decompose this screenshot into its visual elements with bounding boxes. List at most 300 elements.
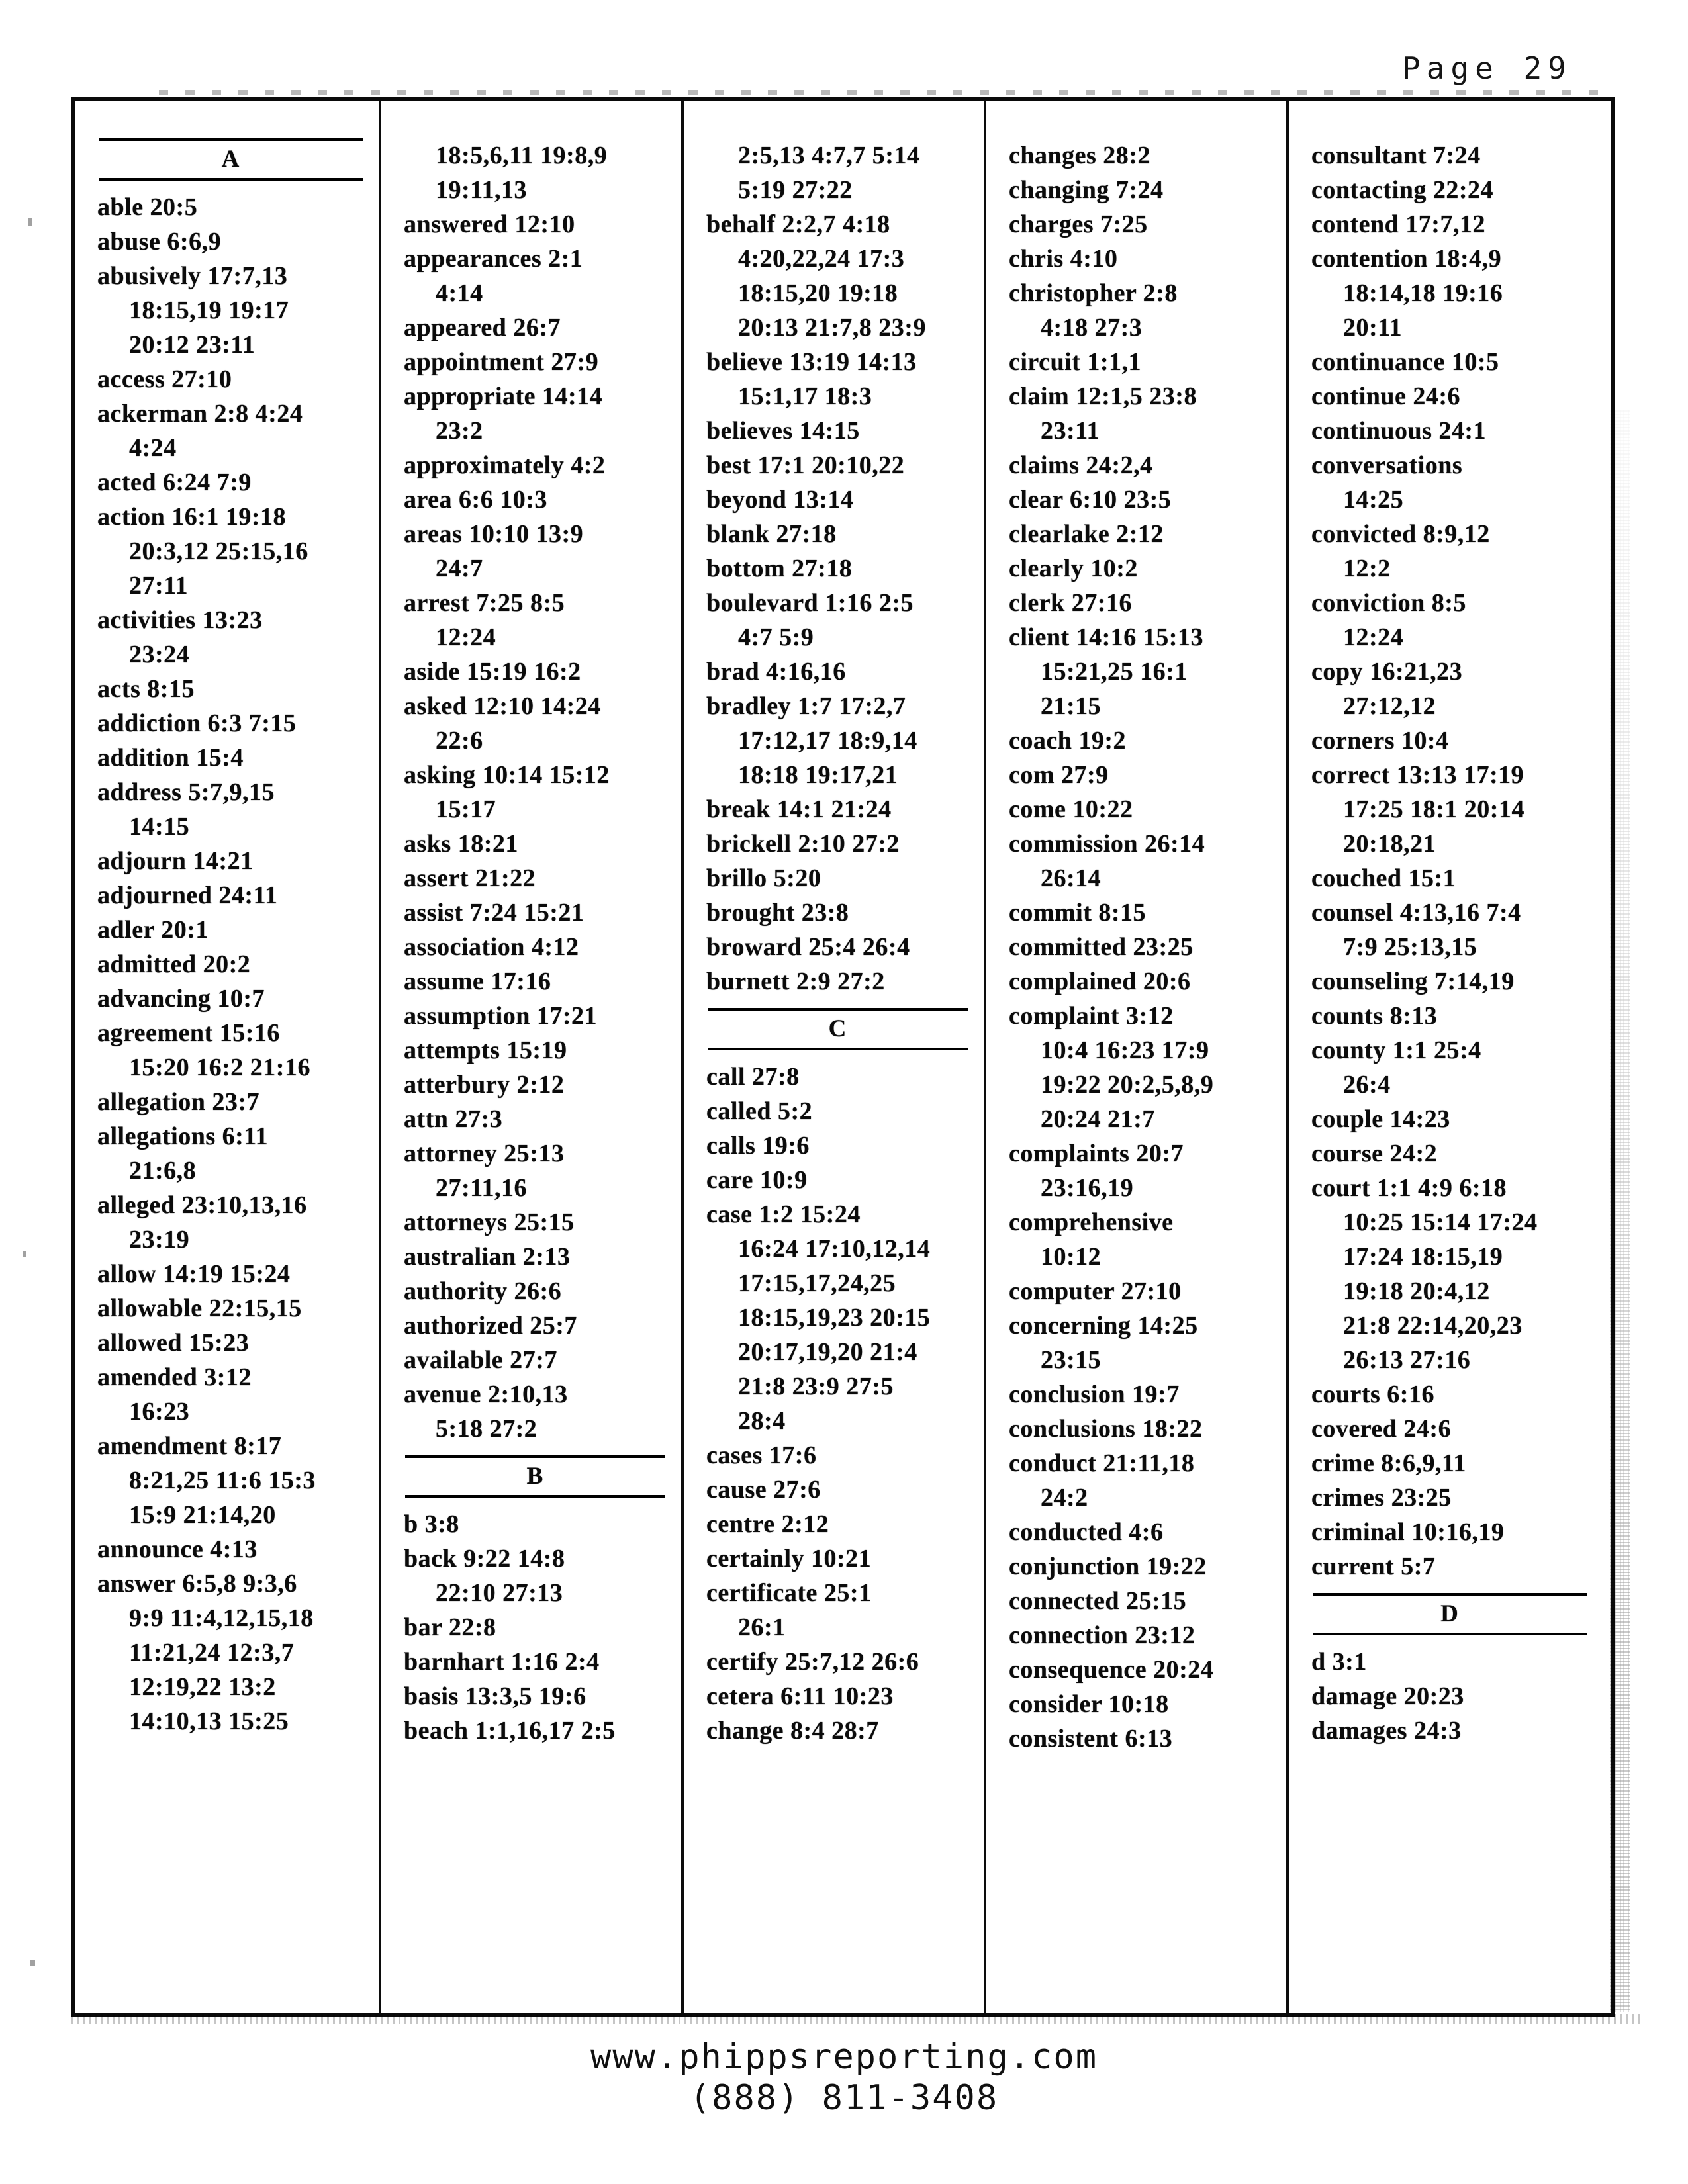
index-entry bbox=[97, 362, 372, 396]
index-entry bbox=[1311, 1515, 1596, 1549]
index-entry-line: 24:2 bbox=[1041, 1484, 1088, 1512]
scan-artifact-dot bbox=[23, 1251, 26, 1257]
index-entry-line: asks 18:21 bbox=[404, 830, 518, 858]
index-entry-line: 16:24 17:10,12,14 bbox=[738, 1235, 931, 1263]
index-entry bbox=[97, 1532, 372, 1567]
index-entry-line: 23:2 bbox=[436, 417, 483, 445]
index-entry-line: copy 16:21,23 bbox=[1311, 658, 1463, 686]
index-entry-line: 14:25 bbox=[1343, 486, 1404, 514]
index-entry bbox=[706, 586, 977, 655]
index-entry-line: 18:15,19,23 20:15 bbox=[738, 1304, 931, 1332]
index-entry-line: approximately 4:2 bbox=[404, 451, 606, 479]
index-entry-line: 2:5,13 4:7,7 5:14 bbox=[738, 142, 920, 169]
index-entry bbox=[706, 1163, 977, 1197]
index-entry bbox=[97, 1119, 372, 1188]
index-entry-line: beyond 13:14 bbox=[706, 486, 854, 514]
scan-artifact-dot bbox=[28, 218, 32, 226]
index-entry-line: conviction 8:5 bbox=[1311, 589, 1466, 617]
index-entry bbox=[1009, 207, 1280, 242]
index-entry-line: 22:10 27:13 bbox=[436, 1579, 563, 1607]
index-entry-line: boulevard 1:16 2:5 bbox=[706, 589, 914, 617]
index-entry-line: cases 17:6 bbox=[706, 1441, 817, 1469]
index-entry-line: allegations 6:11 bbox=[97, 1122, 269, 1150]
index-entry-line: charges 7:25 bbox=[1009, 210, 1148, 238]
index-entry-line: 19:11,13 bbox=[436, 176, 528, 204]
index-entry bbox=[1009, 723, 1280, 758]
index-entry bbox=[706, 1438, 977, 1473]
index-entry-line: claim 12:1,5 23:8 bbox=[1009, 383, 1197, 410]
index-column-1 bbox=[75, 101, 379, 2013]
index-entry-line: 20:13 21:7,8 23:9 bbox=[738, 314, 926, 341]
index-entry bbox=[706, 1197, 977, 1438]
index-entry-line: bradley 1:7 17:2,7 bbox=[706, 692, 906, 720]
index-entry-line: clearly 10:2 bbox=[1009, 555, 1138, 582]
index-entry bbox=[97, 1567, 372, 1739]
index-entry-line: brad 4:16,16 bbox=[706, 658, 846, 686]
section-letter: A bbox=[221, 146, 240, 173]
index-entry-line: corners 10:4 bbox=[1311, 727, 1449, 754]
index-entry-line: consequence 20:24 bbox=[1009, 1656, 1214, 1684]
index-entry bbox=[97, 190, 372, 224]
index-entry bbox=[1311, 1480, 1596, 1515]
index-entry-line: 19:18 20:4,12 bbox=[1343, 1277, 1490, 1305]
index-entry bbox=[1009, 1687, 1280, 1721]
index-entry bbox=[706, 689, 977, 792]
index-entry-line: arrest 7:25 8:5 bbox=[404, 589, 565, 617]
index-entry-line: avenue 2:10,13 bbox=[404, 1381, 568, 1408]
index-entry bbox=[404, 655, 675, 689]
index-entry-line: 12:24 bbox=[436, 623, 496, 651]
index-entry bbox=[1311, 999, 1596, 1033]
index-entry bbox=[404, 1205, 675, 1240]
index-entry-line: address 5:7,9,15 bbox=[97, 778, 275, 806]
index-entry bbox=[97, 1326, 372, 1360]
index-entry bbox=[1311, 1136, 1596, 1171]
index-entry bbox=[404, 1679, 675, 1713]
index-entry-line: asked 12:10 14:24 bbox=[404, 692, 601, 720]
index-entry bbox=[97, 1257, 372, 1291]
index-entry-line: concerning 14:25 bbox=[1009, 1312, 1198, 1340]
index-entry bbox=[1009, 758, 1280, 792]
index-entry-line: attorneys 25:15 bbox=[404, 1208, 575, 1236]
index-entry bbox=[706, 138, 977, 207]
index-entry bbox=[706, 861, 977, 895]
index-entry-line: 17:12,17 18:9,14 bbox=[738, 727, 917, 754]
index-entry-line: appearances 2:1 bbox=[404, 245, 583, 273]
index-entry bbox=[1009, 1549, 1280, 1584]
index-entry bbox=[1009, 1653, 1280, 1687]
index-entry-line: aside 15:19 16:2 bbox=[404, 658, 581, 686]
index-entry bbox=[1009, 448, 1280, 482]
index-entry bbox=[97, 1085, 372, 1119]
index-entry-line: commission 26:14 bbox=[1009, 830, 1205, 858]
index-entry-line: 12:2 bbox=[1343, 555, 1391, 582]
index-entry bbox=[97, 741, 372, 775]
index-entry-line: conducted 4:6 bbox=[1009, 1518, 1164, 1546]
index-column-5 bbox=[1289, 101, 1603, 2013]
index-entry bbox=[404, 1068, 675, 1102]
scan-artifact-bottom-band bbox=[71, 2014, 1640, 2024]
index-entry-line: contention 18:4,9 bbox=[1311, 245, 1502, 273]
index-entry-line: 20:18,21 bbox=[1343, 830, 1436, 858]
footer-phone: (888) 811-3408 bbox=[689, 2078, 999, 2118]
index-entry-line: 18:5,6,11 19:8,9 bbox=[436, 142, 608, 169]
index-entry-line: clear 6:10 23:5 bbox=[1009, 486, 1172, 514]
index-entry bbox=[1009, 1308, 1280, 1377]
index-entry-line: 10:12 bbox=[1041, 1243, 1102, 1271]
index-entry-line: changes 28:2 bbox=[1009, 142, 1150, 169]
section-header-c bbox=[708, 1008, 968, 1050]
index-entry bbox=[1311, 517, 1596, 586]
index-entry bbox=[1311, 1549, 1596, 1584]
index-entry-line: barnhart 1:16 2:4 bbox=[404, 1648, 600, 1676]
index-entry-line: care 10:9 bbox=[706, 1166, 808, 1194]
index-entry-line: couple 14:23 bbox=[1311, 1105, 1450, 1133]
index-entry-line: 17:25 18:1 20:14 bbox=[1343, 796, 1524, 823]
index-entry bbox=[1009, 930, 1280, 964]
index-entry-line: 21:8 22:14,20,23 bbox=[1343, 1312, 1523, 1340]
index-entry-line: 17:15,17,24,25 bbox=[738, 1269, 896, 1297]
index-entry-line: 4:24 bbox=[129, 434, 177, 462]
index-entry-line: covered 24:6 bbox=[1311, 1415, 1452, 1443]
index-entry bbox=[1311, 964, 1596, 999]
index-entry-line: abuse 6:6,9 bbox=[97, 228, 222, 255]
index-entry-line: complained 20:6 bbox=[1009, 968, 1191, 995]
index-entry-line: convicted 8:9,12 bbox=[1311, 520, 1490, 548]
index-entry bbox=[1009, 620, 1280, 723]
index-entry-line: court 1:1 4:9 6:18 bbox=[1311, 1174, 1507, 1202]
index-entry bbox=[404, 964, 675, 999]
index-entry-line: broward 25:4 26:4 bbox=[706, 933, 910, 961]
index-entry bbox=[97, 465, 372, 500]
index-entry-line: 12:19,22 13:2 bbox=[129, 1673, 276, 1701]
index-entry bbox=[404, 827, 675, 861]
index-entry-line: counseling 7:14,19 bbox=[1311, 968, 1515, 995]
index-entry bbox=[404, 379, 675, 448]
index-entry-line: attn 27:3 bbox=[404, 1105, 503, 1133]
index-entry-line: course 24:2 bbox=[1311, 1140, 1438, 1167]
index-entry-line: consistent 6:13 bbox=[1009, 1725, 1173, 1752]
index-entry-line: 20:12 23:11 bbox=[129, 331, 256, 359]
index-entry bbox=[97, 1360, 372, 1429]
index-entry bbox=[706, 414, 977, 448]
index-entry-line: contend 17:7,12 bbox=[1311, 210, 1485, 238]
index-entry bbox=[1311, 1645, 1596, 1679]
index-entry-line: bar 22:8 bbox=[404, 1614, 496, 1641]
index-entry-line: burnett 2:9 27:2 bbox=[706, 968, 885, 995]
index-entry-line: crime 8:6,9,11 bbox=[1311, 1449, 1466, 1477]
index-entry bbox=[404, 1102, 675, 1136]
index-entry-line: acted 6:24 7:9 bbox=[97, 469, 252, 496]
index-entry-line: 4:20,22,24 17:3 bbox=[738, 245, 905, 273]
index-entry bbox=[706, 1507, 977, 1541]
index-entry-line: damages 24:3 bbox=[1311, 1717, 1462, 1745]
index-entry bbox=[1009, 517, 1280, 551]
index-entry-line: addiction 6:3 7:15 bbox=[97, 709, 297, 737]
index-entry-line: 18:15,19 19:17 bbox=[129, 296, 289, 324]
index-entry-line: 10:25 15:14 17:24 bbox=[1343, 1208, 1538, 1236]
index-entry-line: damage 20:23 bbox=[1311, 1682, 1464, 1710]
section-letter: D bbox=[1440, 1600, 1459, 1627]
index-entry-line: 15:20 16:2 21:16 bbox=[129, 1054, 310, 1081]
index-entry bbox=[404, 1541, 675, 1610]
index-column-4 bbox=[986, 101, 1286, 2013]
index-entry bbox=[1311, 345, 1596, 379]
index-entry bbox=[1009, 999, 1280, 1136]
index-entry-line: change 8:4 28:7 bbox=[706, 1717, 879, 1745]
index-entry bbox=[1311, 1171, 1596, 1377]
index-entry-line: 7:9 25:13,15 bbox=[1343, 933, 1477, 961]
index-entry-line: brickell 2:10 27:2 bbox=[706, 830, 900, 858]
index-entry bbox=[706, 448, 977, 482]
section-header-b bbox=[405, 1455, 665, 1498]
index-entry-line: 9:9 11:4,12,15,18 bbox=[129, 1604, 314, 1632]
index-entry-line: 21:8 23:9 27:5 bbox=[738, 1373, 894, 1400]
index-entry bbox=[706, 551, 977, 586]
index-entry bbox=[1311, 448, 1596, 517]
index-entry bbox=[1009, 345, 1280, 379]
section-letter: B bbox=[526, 1463, 544, 1490]
index-entry-line: beach 1:1,16,17 2:5 bbox=[404, 1717, 616, 1745]
index-entry-line: 26:1 bbox=[738, 1614, 786, 1641]
index-entry bbox=[97, 844, 372, 878]
index-entry-line: access 27:10 bbox=[97, 365, 232, 393]
index-entry-line: 18:18 19:17,21 bbox=[738, 761, 898, 789]
index-entry-line: 17:24 18:15,19 bbox=[1343, 1243, 1503, 1271]
index-entry bbox=[404, 895, 675, 930]
index-entry-line: ackerman 2:8 4:24 bbox=[97, 400, 303, 428]
index-entry-line: agreement 15:16 bbox=[97, 1019, 280, 1047]
index-entry-line: behalf 2:2,7 4:18 bbox=[706, 210, 890, 238]
index-entry bbox=[404, 448, 675, 482]
index-entry bbox=[1009, 138, 1280, 173]
index-entry bbox=[706, 792, 977, 827]
index-entry-line: appropriate 14:14 bbox=[404, 383, 603, 410]
index-entry-line: conduct 21:11,18 bbox=[1009, 1449, 1195, 1477]
index-entry-line: courts 6:16 bbox=[1311, 1381, 1434, 1408]
index-entry bbox=[404, 207, 675, 242]
section-header-a bbox=[99, 138, 363, 181]
index-entry-line: continuance 10:5 bbox=[1311, 348, 1499, 376]
index-entry-line: 19:22 20:2,5,8,9 bbox=[1041, 1071, 1214, 1099]
section-letter: C bbox=[828, 1015, 847, 1042]
index-entry-line: believes 14:15 bbox=[706, 417, 860, 445]
index-entry bbox=[1311, 1713, 1596, 1748]
index-entry-line: appointment 27:9 bbox=[404, 348, 599, 376]
index-entry-line: d 3:1 bbox=[1311, 1648, 1367, 1676]
index-entry-line: amended 3:12 bbox=[97, 1363, 252, 1391]
index-entry bbox=[404, 517, 675, 586]
index-entry bbox=[706, 1060, 977, 1094]
index-entry-line: counsel 4:13,16 7:4 bbox=[1311, 899, 1521, 927]
index-entry bbox=[404, 758, 675, 827]
index-entry bbox=[1009, 482, 1280, 517]
index-entry-line: areas 10:10 13:9 bbox=[404, 520, 584, 548]
index-entry bbox=[404, 1033, 675, 1068]
index-entry-line: attorney 25:13 bbox=[404, 1140, 565, 1167]
index-entry-line: couched 15:1 bbox=[1311, 864, 1456, 892]
index-entry-line: answer 6:5,8 9:3,6 bbox=[97, 1570, 297, 1598]
index-entry bbox=[1009, 551, 1280, 586]
index-entry-line: 15:9 21:14,20 bbox=[129, 1501, 276, 1529]
index-entry-line: 20:3,12 25:15,16 bbox=[129, 537, 308, 565]
index-entry-line: alleged 23:10,13,16 bbox=[97, 1191, 307, 1219]
index-entry-line: area 6:6 10:3 bbox=[404, 486, 547, 514]
scan-artifact-top-edge bbox=[159, 90, 1609, 95]
index-entry-line: assist 7:24 15:21 bbox=[404, 899, 585, 927]
index-entry-line: 23:11 bbox=[1041, 417, 1100, 445]
index-entry-line: appeared 26:7 bbox=[404, 314, 561, 341]
index-entry-line: 15:1,17 18:3 bbox=[738, 383, 872, 410]
index-entry bbox=[404, 1136, 675, 1205]
index-entry bbox=[1311, 758, 1596, 861]
index-entry bbox=[1009, 1205, 1280, 1274]
index-entry bbox=[97, 947, 372, 981]
index-entry-line: come 10:22 bbox=[1009, 796, 1133, 823]
index-entry bbox=[1009, 1446, 1280, 1515]
index-entry-line: 26:13 27:16 bbox=[1343, 1346, 1471, 1374]
index-entry-line: abusively 17:7,13 bbox=[97, 262, 288, 290]
index-entry bbox=[404, 1308, 675, 1343]
index-entry-line: asking 10:14 15:12 bbox=[404, 761, 610, 789]
index-entry bbox=[1009, 276, 1280, 345]
index-entry-line: conclusions 18:22 bbox=[1009, 1415, 1203, 1443]
index-entry-line: 22:6 bbox=[436, 727, 483, 754]
index-entry-line: call 27:8 bbox=[706, 1063, 800, 1091]
index-entry-line: answered 12:10 bbox=[404, 210, 575, 238]
index-entry-line: adjourned 24:11 bbox=[97, 882, 278, 909]
index-entry bbox=[1311, 1446, 1596, 1480]
index-entry-line: consultant 7:24 bbox=[1311, 142, 1481, 169]
index-entry bbox=[706, 1094, 977, 1128]
word-index-table bbox=[71, 97, 1615, 2017]
index-entry bbox=[97, 706, 372, 741]
index-entry bbox=[404, 1507, 675, 1541]
index-entry-line: activities 13:23 bbox=[97, 606, 263, 634]
index-entry bbox=[1009, 1584, 1280, 1618]
index-entry-line: correct 13:13 17:19 bbox=[1311, 761, 1524, 789]
index-entry-line: believe 13:19 14:13 bbox=[706, 348, 917, 376]
index-entry bbox=[404, 242, 675, 310]
index-entry bbox=[1311, 207, 1596, 242]
index-entry-line: bottom 27:18 bbox=[706, 555, 853, 582]
index-entry bbox=[1009, 242, 1280, 276]
index-entry bbox=[97, 603, 372, 672]
index-entry-line: 23:24 bbox=[129, 641, 190, 668]
index-entry bbox=[1009, 379, 1280, 448]
index-entry-line: advancing 10:7 bbox=[97, 985, 265, 1013]
index-entry-line: acts 8:15 bbox=[97, 675, 195, 703]
index-entry bbox=[706, 1541, 977, 1576]
index-entry-line: brought 23:8 bbox=[706, 899, 849, 927]
index-entry-line: 24:7 bbox=[436, 555, 483, 582]
index-entry bbox=[97, 913, 372, 947]
index-entry-line: break 14:1 21:24 bbox=[706, 796, 892, 823]
index-entry bbox=[1009, 173, 1280, 207]
index-entry-line: connected 25:15 bbox=[1009, 1587, 1187, 1615]
index-entry-line: 20:24 21:7 bbox=[1041, 1105, 1155, 1133]
index-entry-line: basis 13:3,5 19:6 bbox=[404, 1682, 586, 1710]
index-entry-line: 26:4 bbox=[1343, 1071, 1391, 1099]
index-entry-line: conclusion 19:7 bbox=[1009, 1381, 1180, 1408]
index-entry bbox=[1009, 792, 1280, 827]
index-entry-line: assume 17:16 bbox=[404, 968, 551, 995]
index-entry-line: 21:15 bbox=[1041, 692, 1102, 720]
index-entry bbox=[404, 345, 675, 379]
index-entry-line: assumption 17:21 bbox=[404, 1002, 597, 1030]
index-entry bbox=[404, 138, 675, 207]
index-entry bbox=[97, 224, 372, 259]
index-entry bbox=[1009, 1412, 1280, 1446]
index-entry bbox=[706, 207, 977, 345]
index-entry-line: 26:14 bbox=[1041, 864, 1102, 892]
index-entry-line: committed 23:25 bbox=[1009, 933, 1194, 961]
index-entry bbox=[404, 482, 675, 517]
index-entry bbox=[404, 1274, 675, 1308]
index-entry-line: continue 24:6 bbox=[1311, 383, 1460, 410]
index-entry bbox=[404, 1240, 675, 1274]
index-entry-line: allegation 23:7 bbox=[97, 1088, 259, 1116]
index-entry bbox=[1311, 1102, 1596, 1136]
index-entry-line: 15:17 bbox=[436, 796, 496, 823]
index-entry bbox=[404, 861, 675, 895]
index-entry-line: computer 27:10 bbox=[1009, 1277, 1182, 1305]
index-entry-line: certificate 25:1 bbox=[706, 1579, 872, 1607]
page-number: Page 29 bbox=[1402, 50, 1572, 86]
index-entry bbox=[1311, 655, 1596, 723]
index-entry-line: 4:7 5:9 bbox=[738, 623, 814, 651]
index-entry bbox=[1311, 1033, 1596, 1102]
index-entry-line: attempts 15:19 bbox=[404, 1036, 567, 1064]
index-entry bbox=[1009, 895, 1280, 930]
index-entry-line: announce 4:13 bbox=[97, 1535, 258, 1563]
index-entry bbox=[1009, 1618, 1280, 1653]
index-entry bbox=[97, 981, 372, 1016]
index-entry bbox=[404, 1713, 675, 1748]
index-entry-line: conversations bbox=[1311, 451, 1463, 479]
index-entry-line: current 5:7 bbox=[1311, 1553, 1436, 1580]
index-entry-line: certainly 10:21 bbox=[706, 1545, 872, 1572]
index-entry bbox=[706, 964, 977, 999]
index-entry bbox=[1009, 586, 1280, 620]
index-entry-line: called 5:2 bbox=[706, 1097, 813, 1125]
index-entry bbox=[706, 517, 977, 551]
index-entry-line: clerk 27:16 bbox=[1009, 589, 1132, 617]
index-entry bbox=[1009, 1136, 1280, 1205]
index-entry-line: 8:21,25 11:6 15:3 bbox=[129, 1467, 316, 1494]
index-entry-line: commit 8:15 bbox=[1009, 899, 1147, 927]
index-entry bbox=[706, 655, 977, 689]
index-entry bbox=[1311, 414, 1596, 448]
index-entry-line: 14:10,13 15:25 bbox=[129, 1707, 289, 1735]
index-entry-line: 11:21,24 12:3,7 bbox=[129, 1639, 295, 1666]
index-entry-line: coach 19:2 bbox=[1009, 727, 1127, 754]
index-entry-line: county 1:1 25:4 bbox=[1311, 1036, 1481, 1064]
index-entry-line: certify 25:7,12 26:6 bbox=[706, 1648, 919, 1676]
index-entry-line: 23:15 bbox=[1041, 1346, 1102, 1374]
index-entry bbox=[97, 878, 372, 913]
index-entry-line: amendment 8:17 bbox=[97, 1432, 282, 1460]
index-entry-line: continuous 24:1 bbox=[1311, 417, 1487, 445]
index-entry-line: centre 2:12 bbox=[706, 1510, 829, 1538]
index-entry bbox=[706, 345, 977, 414]
index-entry bbox=[1311, 379, 1596, 414]
index-entry-line: allow 14:19 15:24 bbox=[97, 1260, 291, 1288]
index-entry-line: case 1:2 15:24 bbox=[706, 1201, 861, 1228]
index-entry-line: 23:16,19 bbox=[1041, 1174, 1134, 1202]
index-entry-line: 21:6,8 bbox=[129, 1157, 197, 1185]
index-entry-line: criminal 10:16,19 bbox=[1311, 1518, 1505, 1546]
